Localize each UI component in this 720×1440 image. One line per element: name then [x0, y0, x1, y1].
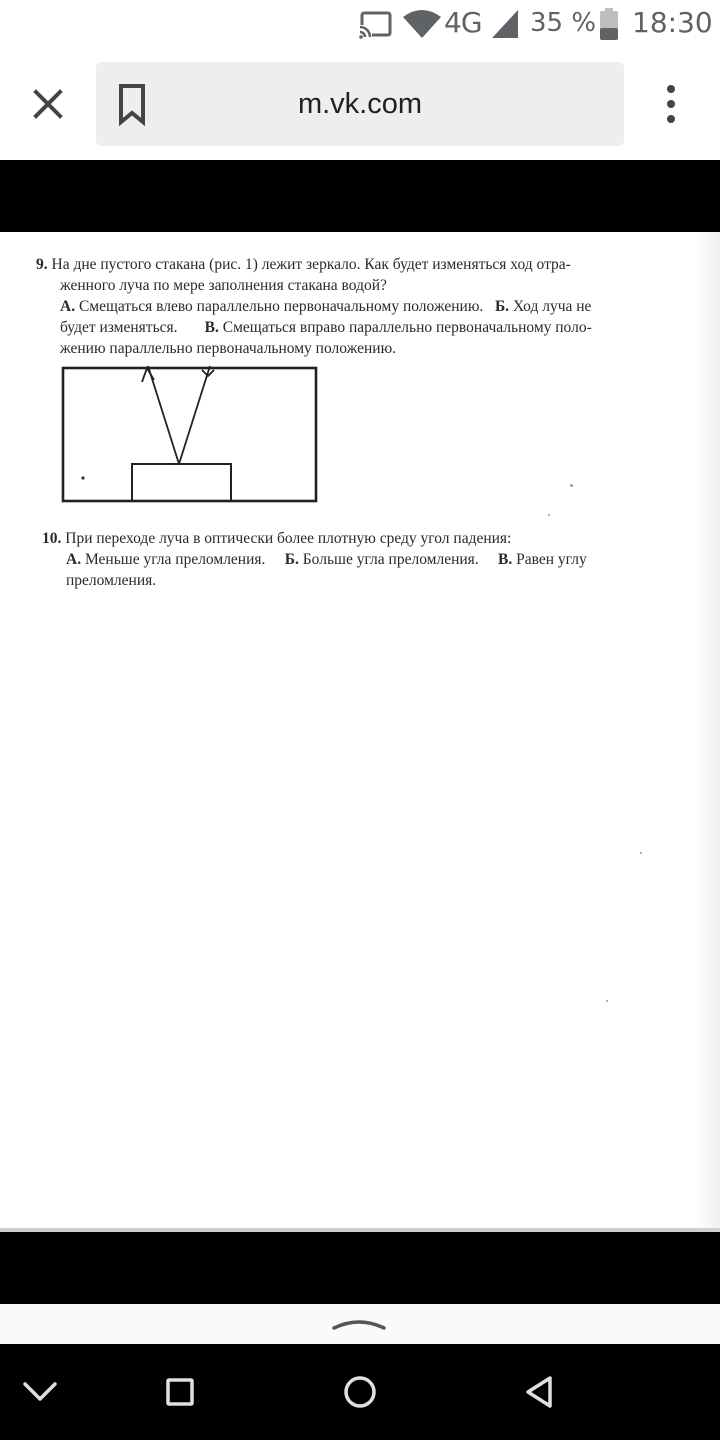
option-text: Смещаться вправо параллельно первоначальному поло-: [222, 319, 592, 336]
incident-ray: [179, 366, 210, 464]
option-text: Равен углу: [516, 551, 587, 568]
option-letter: А.: [66, 551, 82, 568]
question-text-line: женного луча по мере заполнения стакана водой?: [60, 277, 387, 294]
option-text: жению параллельно первоначальному положению.: [60, 340, 397, 357]
question-text-line: На дне пустого стакана (рис. 1) лежит зеркало. Как будет изменяться ход отра-: [51, 256, 571, 273]
browser-toolbar: [0, 52, 720, 160]
navigation-bar: [0, 1344, 720, 1440]
option-text: Ход луча не: [512, 298, 592, 315]
home-icon[interactable]: [340, 1372, 380, 1412]
back-icon[interactable]: [520, 1372, 560, 1412]
chevron-down-icon[interactable]: [20, 1372, 60, 1412]
question-10: [42, 528, 647, 591]
image-viewer-top-bar: [0, 160, 720, 232]
wifi-icon: [402, 9, 442, 39]
signal-icon: [490, 10, 518, 38]
scan-speck: [548, 514, 550, 516]
cast-icon: [358, 11, 392, 39]
chevron-up-icon[interactable]: [330, 1314, 388, 1336]
scanned-document[interactable]: [0, 232, 720, 1232]
option-text: будет изменяться.: [60, 319, 178, 336]
glass-mirror-figure: [60, 362, 320, 504]
option-letter: А.: [60, 298, 76, 315]
close-icon[interactable]: [28, 84, 68, 124]
glass-outline: [63, 368, 316, 501]
page-edge-shadow: [696, 232, 720, 1232]
status-bar: [0, 0, 720, 52]
reflected-ray: [148, 366, 179, 464]
scan-speck: [640, 852, 642, 854]
option-text: Больше угла преломления.: [302, 551, 479, 568]
option-letter: В.: [204, 319, 219, 336]
network-type: 4G: [444, 6, 482, 39]
clock: 18:30: [632, 6, 713, 39]
battery-percent: 35 %: [530, 8, 597, 38]
mirror: [132, 464, 231, 501]
more-vert-icon[interactable]: [656, 82, 686, 126]
option-text: Меньше угла преломления.: [84, 551, 266, 568]
url-text[interactable]: m.vk.com: [297, 88, 423, 120]
option-letter: Б.: [284, 551, 299, 568]
question-9: [36, 254, 646, 359]
image-viewer-bottom-bar: [0, 1232, 720, 1304]
option-text: преломления.: [66, 572, 157, 589]
question-number: 9.: [36, 256, 48, 273]
scan-speck: [606, 1000, 608, 1002]
question-number: 10.: [42, 530, 62, 547]
question-text-line: При переходе луча в оптически более плотную среду угол падения:: [65, 530, 512, 547]
recent-apps-icon[interactable]: [160, 1372, 200, 1412]
battery-icon: [600, 8, 618, 40]
option-text: Смещаться влево параллельно первоначальному положению.: [78, 298, 484, 315]
scan-speck: [570, 484, 573, 487]
scan-speck: [81, 476, 84, 479]
swipe-up-area[interactable]: [0, 1304, 720, 1344]
option-letter: В.: [498, 551, 513, 568]
option-letter: Б.: [494, 298, 510, 315]
